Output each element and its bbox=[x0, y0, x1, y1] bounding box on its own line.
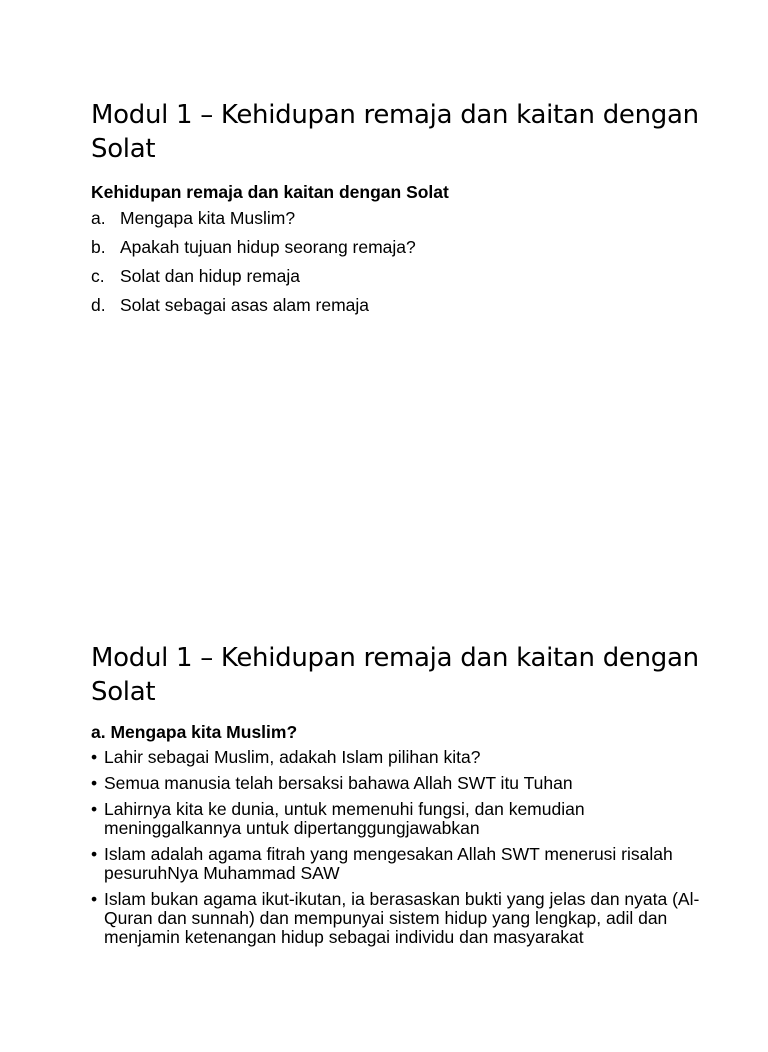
bullet-icon: • bbox=[91, 844, 98, 864]
slide-subtitle: Kehidupan remaja dan kaitan dengan Solat bbox=[91, 182, 449, 202]
bullet-icon: • bbox=[91, 889, 98, 909]
slide-subtitle: a. Mengapa kita Muslim? bbox=[91, 722, 298, 742]
list-item bbox=[91, 890, 721, 947]
list-item-text: Islam adalah agama fitrah yang mengesakan Allah SWT menerusi risalah pesuruhNya Muhammad SAW bbox=[104, 844, 673, 883]
list-marker: a. bbox=[91, 208, 106, 228]
list-marker: c. bbox=[91, 266, 105, 286]
slide-title: Modul 1 – Kehidupan remaja dan kaitan dengan Solat bbox=[91, 100, 699, 164]
list-item-text: Lahirnya kita ke dunia, untuk memenuhi fungsi, dan kemudian meninggalkannya untuk dipertanggungjawabkan bbox=[104, 799, 585, 838]
topic-list bbox=[91, 208, 721, 324]
bullet-icon: • bbox=[91, 747, 98, 767]
bullet-icon: • bbox=[91, 773, 98, 793]
list-item-text: Semua manusia telah bersaksi bahawa Allah SWT itu Tuhan bbox=[104, 773, 573, 793]
bullet-list bbox=[91, 748, 721, 954]
list-item-text: Mengapa kita Muslim? bbox=[120, 208, 296, 228]
list-item bbox=[91, 237, 721, 257]
list-item bbox=[91, 800, 721, 838]
list-marker: b. bbox=[91, 237, 106, 257]
list-item bbox=[91, 748, 721, 767]
list-item bbox=[91, 845, 721, 883]
slide-title: Modul 1 – Kehidupan remaja dan kaitan dengan Solat bbox=[91, 643, 699, 707]
list-item-text: Solat sebagai asas alam remaja bbox=[120, 295, 370, 315]
list-item bbox=[91, 295, 721, 315]
list-marker: d. bbox=[91, 295, 106, 315]
list-item-text: Solat dan hidup remaja bbox=[120, 266, 300, 286]
slide-1 bbox=[0, 0, 768, 512]
list-item bbox=[91, 774, 721, 793]
list-item-text: Apakah tujuan hidup seorang remaja? bbox=[120, 237, 416, 257]
slide-2 bbox=[0, 540, 768, 1052]
list-item bbox=[91, 266, 721, 286]
bullet-icon: • bbox=[91, 799, 98, 819]
list-item-text: Islam bukan agama ikut-ikutan, ia berasaskan bukti yang jelas dan nyata (Al-Quran dan sunnah) dan mempunyai sistem hidup yang lengkap, adil dan menjamin ketenangan hidup sebagai individu dan masyarakat bbox=[104, 889, 700, 947]
list-item bbox=[91, 208, 721, 228]
list-item-text: Lahir sebagai Muslim, adakah Islam pilihan kita? bbox=[104, 747, 481, 767]
